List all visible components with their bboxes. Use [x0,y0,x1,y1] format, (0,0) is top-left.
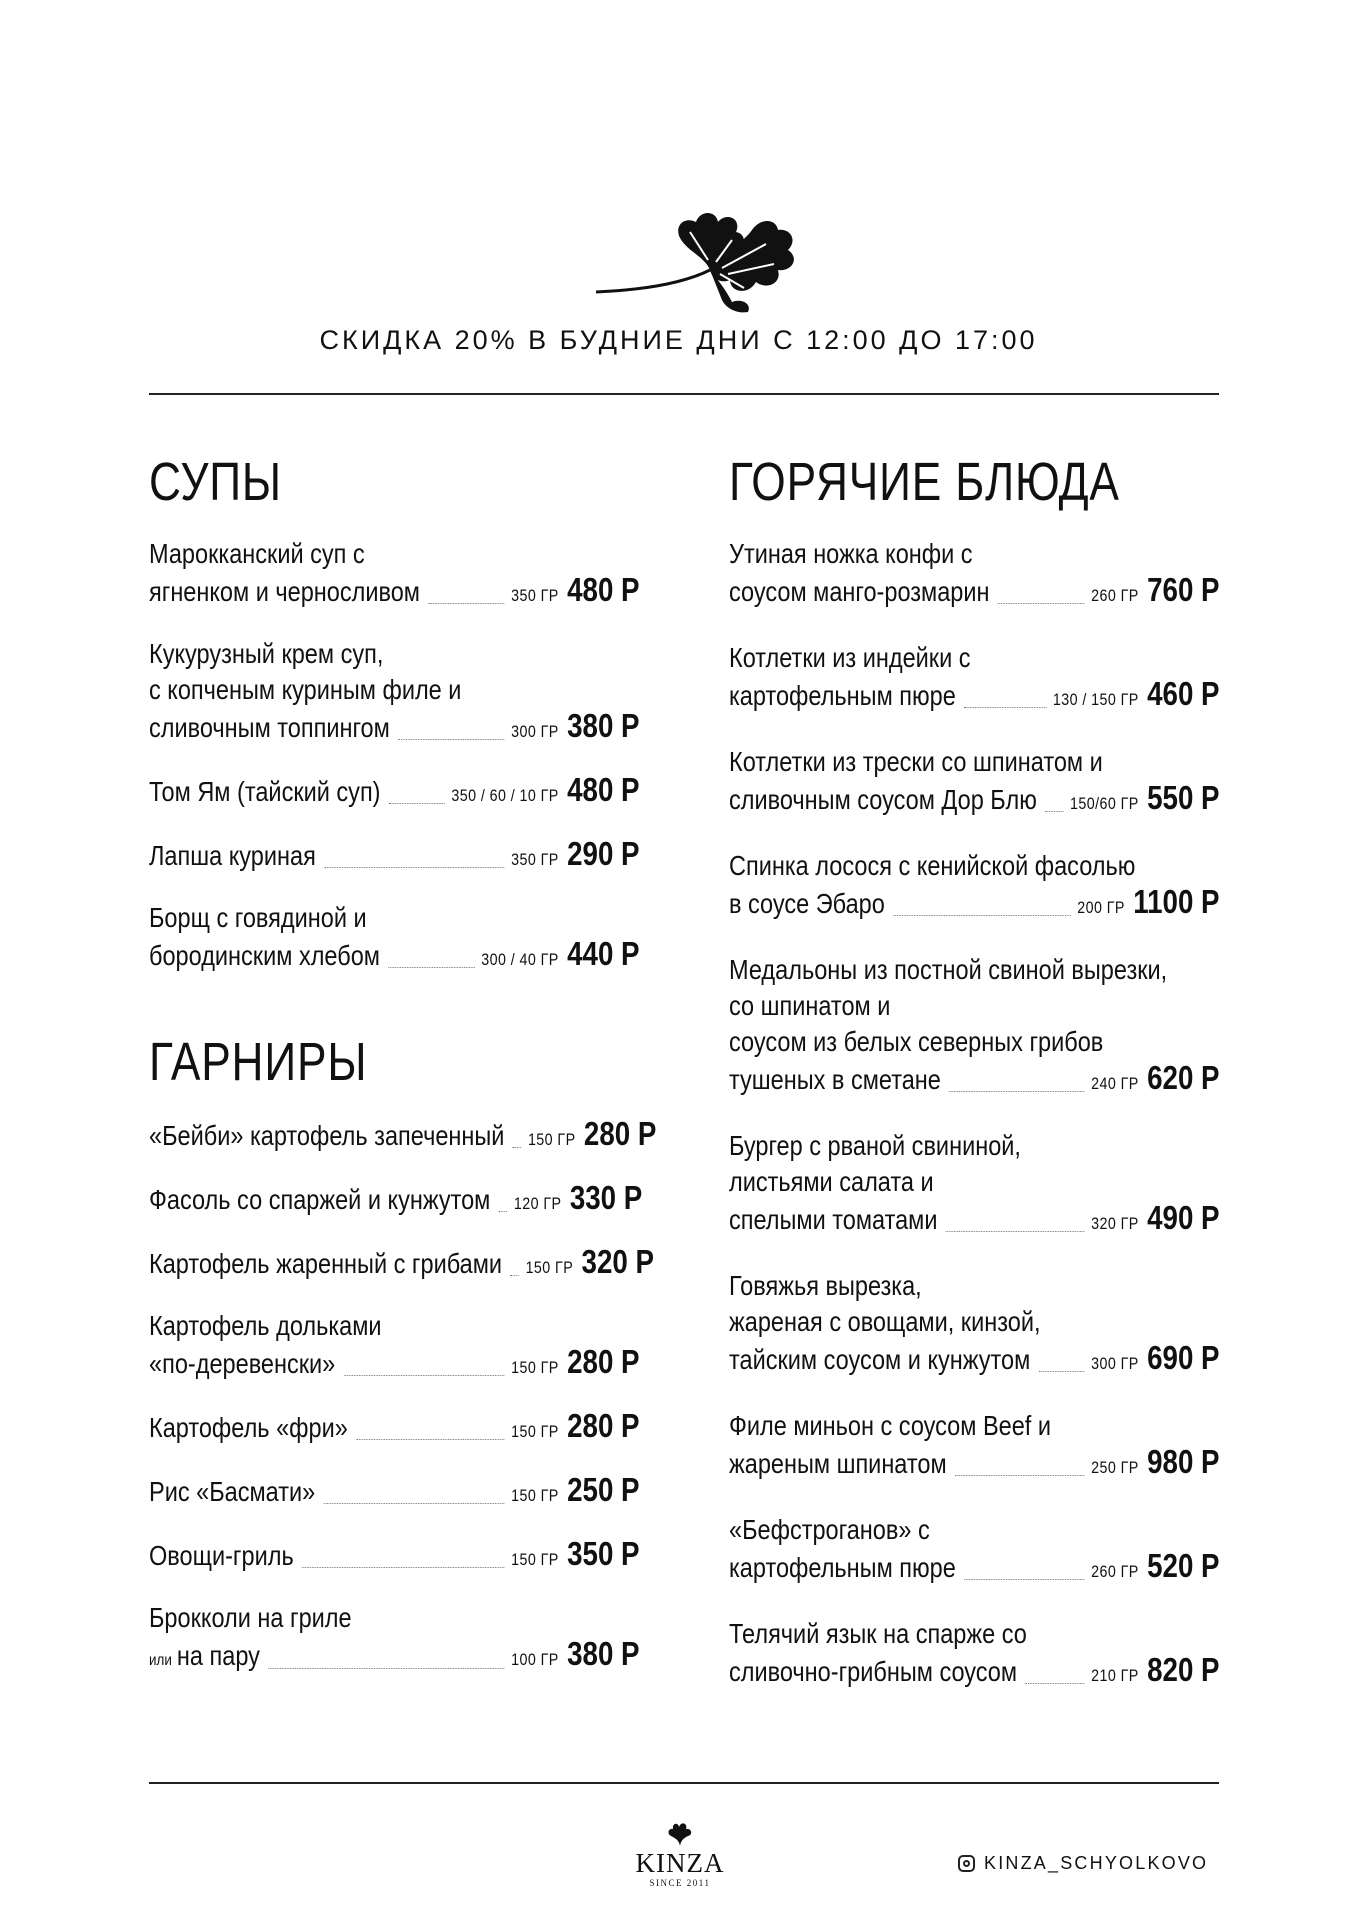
menu-item-name-text: сливочным соусом Дор Блю [729,784,1037,815]
dot-leader [388,966,474,968]
menu-item-last-row [149,1636,639,1679]
menu-item [729,536,1219,614]
menu-item-name-text: Рис «Басмати» [149,1476,316,1507]
section-sides [149,1028,657,1679]
dot-leader [998,602,1085,604]
menu-item-last-row [149,936,639,978]
menu-item [149,1179,643,1222]
dot-leader [324,1502,505,1504]
menu-item-name-line: Утиная ножка конфи с [729,538,973,569]
menu-item-price: 280 Р [567,1343,640,1380]
menu-item-name-text: Картофель «фри» [149,1412,348,1443]
menu-item-price: 550 Р [1147,779,1220,816]
menu-item-price: 480 Р [567,771,640,808]
dot-leader [510,1274,518,1276]
menu-item-name-text: ягненком и черносливом [149,576,420,607]
menu-item-price: 1100 Р [1133,883,1220,920]
menu-item-price-line [149,772,640,814]
menu-item-weight: 210 ГР [1091,1666,1139,1685]
menu-item-name [149,1410,348,1446]
menu-item-price: 690 Р [1147,1339,1220,1376]
menu-item-name-text: на пару [176,1640,260,1671]
menu-item [729,848,1219,926]
menu-item-last-row [149,1344,639,1386]
menu-item-name [149,1638,260,1679]
menu-item-name-line: «Бефстроганов» с [729,1514,930,1545]
menu-item-weight: 250 ГР [1091,1458,1139,1477]
menu-item [149,1308,639,1386]
menu-item-name-line: Котлетки из трески со шпинатом и [729,746,1103,777]
cilantro-leaf-icon [592,204,802,314]
instagram-handle: KINZA_SCHYOLKOVO [984,1853,1209,1873]
menu-item [149,900,639,978]
menu-item-price: 760 Р [1147,571,1220,608]
menu-item-weight: 200 ГР [1077,898,1125,917]
menu-item-last-row [729,1340,1219,1382]
menu-item [149,836,639,878]
menu-item-name [149,1346,335,1382]
menu-item-name [729,1446,947,1482]
dot-leader [964,706,1046,708]
dot-leader [1039,1370,1085,1372]
menu-item-name [729,1202,937,1238]
menu-item-price: 520 Р [1147,1547,1220,1584]
menu-item-last-row [149,1408,639,1450]
menu-item-name [149,574,420,610]
section-hot-dishes [729,448,1219,1694]
menu-item-prefix: или [149,1652,172,1669]
menu-item-price: 350 Р [567,1535,640,1572]
menu-item-weight: 260 ГР [1091,1562,1139,1581]
menu-item-price-line [729,1060,1220,1102]
menu-item-last-row [149,1179,643,1222]
dot-leader [389,802,445,804]
promo-banner: СКИДКА 20% В БУДНИЕ ДНИ С 12:00 ДО 17:00 [319,325,1038,355]
menu-item-last-row [149,1536,639,1578]
menu-item-weight: 240 ГР [1091,1074,1139,1093]
brand-since: SINCE 2011 [649,1878,711,1888]
menu-item-price-line [729,780,1220,822]
top-divider [149,393,1219,395]
menu-item-last-row [729,1548,1219,1590]
menu-item-last-row [729,1652,1219,1694]
dot-leader [268,1667,504,1669]
menu-item [729,1616,1219,1694]
menu-item-name-text: сливочным топпингом [149,712,390,743]
brand-name: KINZA [635,1848,725,1878]
menu-item-name-text: соусом манго-розмарин [729,576,990,607]
menu-item-name-text: тайским соусом и кунжутом [729,1344,1031,1375]
instagram-icon [958,1855,975,1872]
bottom-divider [149,1782,1219,1784]
menu-item-last-row [729,1444,1219,1486]
menu-item-price-line [149,1115,657,1158]
menu-item-price: 380 Р [567,707,640,744]
menu-item-name-line: Кукурузный крем суп, [149,638,384,669]
menu-item-name [729,782,1037,818]
menu-item-name-line: со шпинатом и [729,990,891,1021]
dot-leader [398,738,504,740]
menu-item-last-row [729,572,1219,614]
menu-item-name-text: Овощи-гриль [149,1540,294,1571]
menu-item-name-text: «по-деревенски» [149,1348,336,1379]
menu-item-weight: 150/60 ГР [1070,794,1139,813]
menu-item-last-row [729,780,1219,822]
menu-item-name-text: Фасоль со спаржей и кунжутом [149,1184,491,1215]
menu-item-weight: 150 ГР [511,1486,559,1505]
menu-item-price-line [729,1548,1220,1590]
menu-item-weight: 150 ГР [527,1130,576,1149]
menu-item-weight: 300 / 40 ГР [481,950,559,969]
dot-leader [344,1374,505,1376]
menu-item-price-line [729,1444,1220,1486]
menu-item-last-row [149,572,639,614]
menu-item-price-line [729,676,1220,718]
right-column [729,448,1219,1720]
menu-item-name-line: Марокканский суп с [149,538,365,569]
menu-item-name-text: жареным шпинатом [729,1448,947,1479]
menu-item-name-text: Том Ям (тайский суп) [149,776,381,807]
menu-item-weight: 100 ГР [511,1650,559,1669]
menu-item-name-line: листьями салата и [729,1166,934,1197]
menu-item-price-line [149,836,640,878]
dot-leader [964,1578,1084,1580]
menu-item [149,536,639,614]
menu-item-name-text: «Бейби» картофель запеченный [149,1120,505,1151]
section-title: СУПЫ [149,452,282,512]
menu-item-weight: 150 ГР [511,1358,559,1377]
menu-item-price-line [149,1344,640,1386]
menu-item-last-row [729,1060,1219,1102]
menu-item-name-line: Спинка лосося с кенийской фасолью [729,850,1136,881]
menu-item-price-line [149,1536,640,1578]
menu-item-last-row [729,676,1219,718]
menu-item-name-line: Говяжья вырезка, [729,1270,922,1301]
menu-item-name [729,1062,941,1098]
menu-item-price: 820 Р [1147,1651,1220,1688]
menu-item-name [729,1550,956,1586]
dot-leader [893,914,1070,916]
menu-item-name [729,886,885,922]
menu-item-price: 480 Р [567,571,640,608]
menu-item-price: 290 Р [567,835,640,872]
menu-item-price: 380 Р [567,1635,640,1672]
menu-item-last-row [729,884,1219,926]
menu-item-name [149,1474,315,1510]
menu-item-name-text: картофельным пюре [729,1552,956,1583]
menu-item-price-line [729,1652,1220,1694]
menu-item-name-text: в соусе Эбаро [729,888,885,919]
menu-item [149,1472,639,1514]
menu-item [149,636,639,750]
menu-item-name-line: Котлетки из индейки с [729,642,971,673]
menu-item-name-line: Бургер с рваной свининой, [729,1130,1021,1161]
menu-item [729,1128,1219,1242]
menu-item-last-row [149,772,639,814]
menu-item-price-line [149,1636,640,1679]
menu-item-weight: 120 ГР [513,1194,562,1213]
menu-items [149,1115,657,1679]
menu-item-price: 490 Р [1147,1199,1220,1236]
menu-item-name [729,574,990,610]
menu-item-weight: 150 ГР [511,1550,559,1569]
section-title: ГАРНИРЫ [149,1032,368,1092]
menu-item-price-line [729,572,1220,614]
cilantro-leaf-icon [665,1818,695,1848]
menu-item-name-line: соусом из белых северных грибов [729,1026,1104,1057]
menu-item-name-text: сливочно-грибным соусом [729,1656,1018,1687]
footer-logo [630,1818,730,1888]
menu-item-name-line: Борщ с говядиной и [149,902,367,933]
menu-items [729,536,1219,1694]
menu-item-name [729,1342,1030,1378]
menu-item-price: 330 Р [569,1179,643,1216]
menu-item-price: 460 Р [1147,675,1220,712]
dot-leader [513,1146,521,1148]
dot-leader [499,1210,507,1212]
menu-item-price-line [729,1200,1220,1242]
menu-item-name [149,838,316,874]
menu-item [729,1268,1219,1382]
section-title: ГОРЯЧИЕ БЛЮДА [729,452,1120,512]
menu-item-price: 320 Р [581,1243,654,1280]
dot-leader [949,1090,1084,1092]
dot-leader [1025,1682,1084,1684]
dot-leader [946,1230,1085,1232]
menu-item-name-text: спелыми томатами [729,1204,938,1235]
menu-item-price: 620 Р [1147,1059,1220,1096]
menu-item-last-row [149,708,639,750]
menu-item-price: 440 Р [567,935,640,972]
menu-item [149,1243,654,1286]
dot-leader [302,1566,504,1568]
menu-item [729,1408,1219,1486]
menu-item [149,1600,639,1679]
menu-item-name [149,710,390,746]
menu-item-name-line: Картофель дольками [149,1310,382,1341]
menu-item-name [149,1246,502,1282]
menu-item-name [149,1538,294,1574]
menu-item-weight: 300 ГР [511,722,559,741]
menu-item-price-line [149,708,640,750]
menu-item-name [149,938,380,974]
menu-item-weight: 300 ГР [1091,1354,1139,1373]
menu-item-name-text: Лапша куриная [149,840,316,871]
dot-leader [955,1474,1084,1476]
menu-item-name-line: Филе миньон с соусом Beef и [729,1410,1052,1441]
menu-item-price-line [149,1408,640,1450]
left-column [149,448,657,1701]
menu-item-name-text: картофельным пюре [729,680,956,711]
menu-item-name [729,678,956,714]
menu-item [149,1536,639,1578]
menu-item-price-line [149,1472,640,1514]
menu-item-price-line [149,936,640,978]
menu-item-name [149,1118,504,1154]
menu-item-name [729,1654,1017,1690]
menu-item-weight: 350 / 60 / 10 ГР [451,786,559,805]
menu-item [149,1115,657,1158]
menu-item-name [149,774,381,810]
menu-item-name-line: Телячий язык на спарже со [729,1618,1027,1649]
menu-item-price: 250 Р [567,1471,640,1508]
menu-item [729,744,1219,822]
menu-item-last-row [149,836,639,878]
menu-item [729,640,1219,718]
menu-item-last-row [149,1243,654,1286]
menu-item [149,1408,639,1450]
menu-item-weight: 350 ГР [511,850,559,869]
menu-item-price-line [729,884,1220,926]
menu-item-price-line [149,572,640,614]
menu-item-price: 980 Р [1147,1443,1220,1480]
menu-item-name-line: Медальоны из постной свиной вырезки, [729,954,1168,985]
menu-item-weight: 320 ГР [1091,1214,1139,1233]
menu-item-price: 280 Р [567,1407,640,1444]
menu-item-name-line: с копченым куриным филе и [149,674,462,705]
menu-item-last-row [149,1115,657,1158]
menu-item-name [149,1182,490,1218]
menu-item-weight: 350 ГР [511,586,559,605]
menu-item [729,1512,1219,1590]
menu-item-price-line [149,1243,654,1286]
dot-leader [428,602,504,604]
menu-item-name-line: Брокколи на гриле [149,1602,352,1633]
menu-item-name-text: бородинским хлебом [149,940,380,971]
menu-item-weight: 150 ГР [511,1422,559,1441]
menu-item-name-line: жареная с овощами, кинзой, [729,1306,1041,1337]
menu-item-last-row [149,1472,639,1514]
instagram-link[interactable] [958,1853,1208,1874]
dot-leader [356,1438,504,1440]
dot-leader [1045,810,1063,812]
menu-item-weight: 150 ГР [525,1258,574,1277]
menu-items [149,536,639,978]
menu-item-weight: 130 / 150 ГР [1052,690,1139,709]
menu-item-last-row [729,1200,1219,1242]
menu-item [729,952,1219,1102]
menu-item-name-text: Картофель жаренный с грибами [149,1248,503,1279]
menu-item-price-line [149,1179,643,1222]
menu-item-name-text: тушеных в сметане [729,1064,941,1095]
dot-leader [324,866,504,868]
section-soups [149,448,639,978]
menu-item [149,772,639,814]
menu-item-price: 280 Р [583,1115,657,1152]
menu-item-weight: 260 ГР [1091,586,1139,605]
menu-item-price-line [729,1340,1220,1382]
